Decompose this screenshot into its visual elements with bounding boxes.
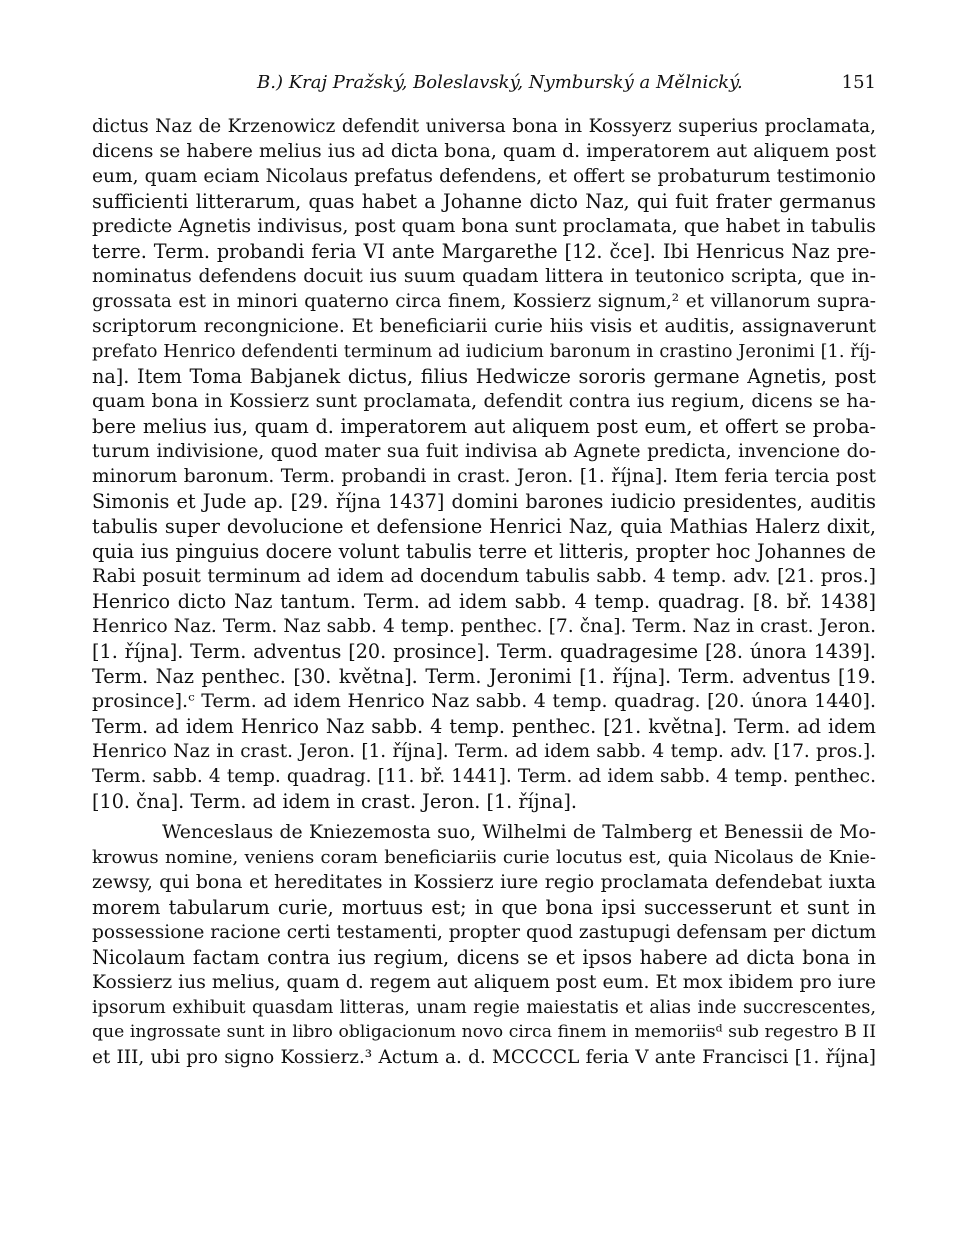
text-line: turum indivisione, quod mater sua fuit indivisa ab Agnete predicta, invencione do- (92, 441, 876, 462)
text-line: eum, quam eciam Nicolaus prefatus defendens, et offert se probaturum testimonio (92, 166, 876, 187)
text-line: quia ius pinguius docere volunt tabulis terre et litteris, propter hoc Johannes de (92, 540, 876, 563)
text-line: Rabi posuit terminum ad idem ad docendum tabulis sabb. 4 temp. adv. [21. pros.] (92, 566, 876, 587)
text-line: prefato Henrico defendenti terminum ad iudicium baronum in crastino Jeronimi [1. říj- (92, 341, 876, 362)
text-line: ipsorum exhibuit quasdam litteras, unam regie maiestatis et alias inde succrescentes, (92, 997, 876, 1018)
text-line: dictus Naz de Krzenowicz defendit universa bona in Kossyerz superius proclamata, (92, 116, 876, 137)
text-line: Term. sabb. 4 temp. quadrag. [11. bř. 1441]. Term. ad idem sabb. 4 temp. penthec. (92, 766, 876, 787)
text-line: Henrico Naz in crast. Jeron. [1. října]. Term. ad idem sabb. 4 temp. adv. [17. pros.]. (92, 741, 876, 762)
text-line: prosince].ᶜ Term. ad idem Henrico Naz sabb. 4 temp. quadrag. [20. února 1440]. (92, 690, 876, 712)
text-line: zewsy, qui bona et hereditates in Kossierz iure regio proclamata defendebat iuxta (92, 872, 876, 893)
text-line: Term. Naz penthec. [30. května]. Term. Jeronimi [1. října]. Term. adventus [19. (92, 665, 876, 688)
text-line: minorum baronum. Term. probandi in crast. Jeron. [1. října]. Item feria tercia post (92, 466, 876, 487)
text-line: dicens se habere melius ius ad dicta bona, quam d. imperatorem aut aliquem post (92, 141, 876, 162)
page-header (92, 72, 876, 102)
body-text (92, 114, 876, 1070)
text-line: Henrico dicto Naz tantum. Term. ad idem sabb. 4 temp. quadrag. [8. bř. 1438] (92, 590, 876, 613)
text-line: Kossierz ius melius, quam d. regem aut aliquem post eum. Et mox ibidem pro iure (92, 972, 876, 993)
text-line: krowus nomine, veniens coram beneficiariis curie locutus est, quia Nicolaus de Knie- (92, 847, 876, 868)
text-line: terre. Term. probandi feria VI ante Margarethe [12. čce]. Ibi Henricus Naz pre- (92, 240, 876, 263)
text-line: nominatus defendens docuit ius suum quadam littera in teutonico scripta, que in- (92, 266, 876, 287)
text-line: [10. čna]. Term. ad idem in crast. Jeron. [1. října]. (92, 790, 578, 813)
text-line: bere melius ius, quam d. imperatorem aut aliquem post eum, et offert se proba- (92, 415, 876, 438)
text-line: sufficienti litterarum, quas habet a Johanne dicto Naz, qui fuit frater germanus (92, 190, 876, 213)
text-line: quam bona in Kossierz sunt proclamata, defendit contra ius regium, dicens se ha- (92, 391, 876, 412)
text-line: predicte Agnetis indivisus, post quam bona sunt proclamata, que habet in tabulis (92, 215, 876, 237)
text-line: Term. ad idem Henrico Naz sabb. 4 temp. penthec. [21. května]. Term. ad idem (92, 715, 876, 738)
text-line: Nicolaum factam contra ius regium, dicens se et ipsos habere ad dicta bona in (92, 946, 876, 969)
text-line: possessione racione certi testamenti, propter quod zastupugi defensam per dictum (92, 922, 877, 943)
text-line: na]. Item Toma Babjanek dictus, filius Hedwicze sororis germane Agnetis, post (92, 365, 876, 388)
text-line: Wenceslaus de Kniezemosta suo, Wilhelmi de Talmberg et Benessii de Mo- (162, 822, 876, 843)
text-line: [1. října]. Term. adventus [20. prosince]. Term. quadragesime [28. února 1439]. (92, 640, 876, 663)
text-line: tabulis super devolucione et defensione Henrici Naz, quia Mathias Halerz dixit, (92, 515, 876, 538)
paragraph-2 (92, 820, 876, 1070)
text-line: Henrico Naz. Term. Naz sabb. 4 temp. penthec. [7. čna]. Term. Naz in crast. Jeron. (92, 616, 876, 637)
running-head: B.) Kraj Pražský, Boleslavský, Nymburský a Mělnický. (257, 72, 743, 93)
text-line: grossata est in minori quaterno circa finem, Kossierz signum,² et villanorum supra- (92, 291, 876, 312)
text-line: morem tabularum curie, mortuus est; in que bona ipsi successerunt et sunt in (92, 896, 876, 919)
text-line: scriptorum recongnicione. Et beneficiarii curie hiis visis et auditis, assignaverunt (92, 316, 876, 337)
text-line: que ingrossate sunt in libro obligacionum novo circa finem in memoriisᵈ sub regestro B II (92, 1022, 876, 1042)
text-line: Simonis et Jude ap. [29. října 1437] domini barones iudicio presidentes, auditis (92, 490, 876, 513)
paragraph-1 (92, 114, 876, 814)
text-line: et III, ubi pro signo Kossierz.³ Actum a. d. MCCCCL feria V ante Francisci [1. října] (92, 1047, 876, 1068)
page-number: 151 (841, 72, 876, 93)
